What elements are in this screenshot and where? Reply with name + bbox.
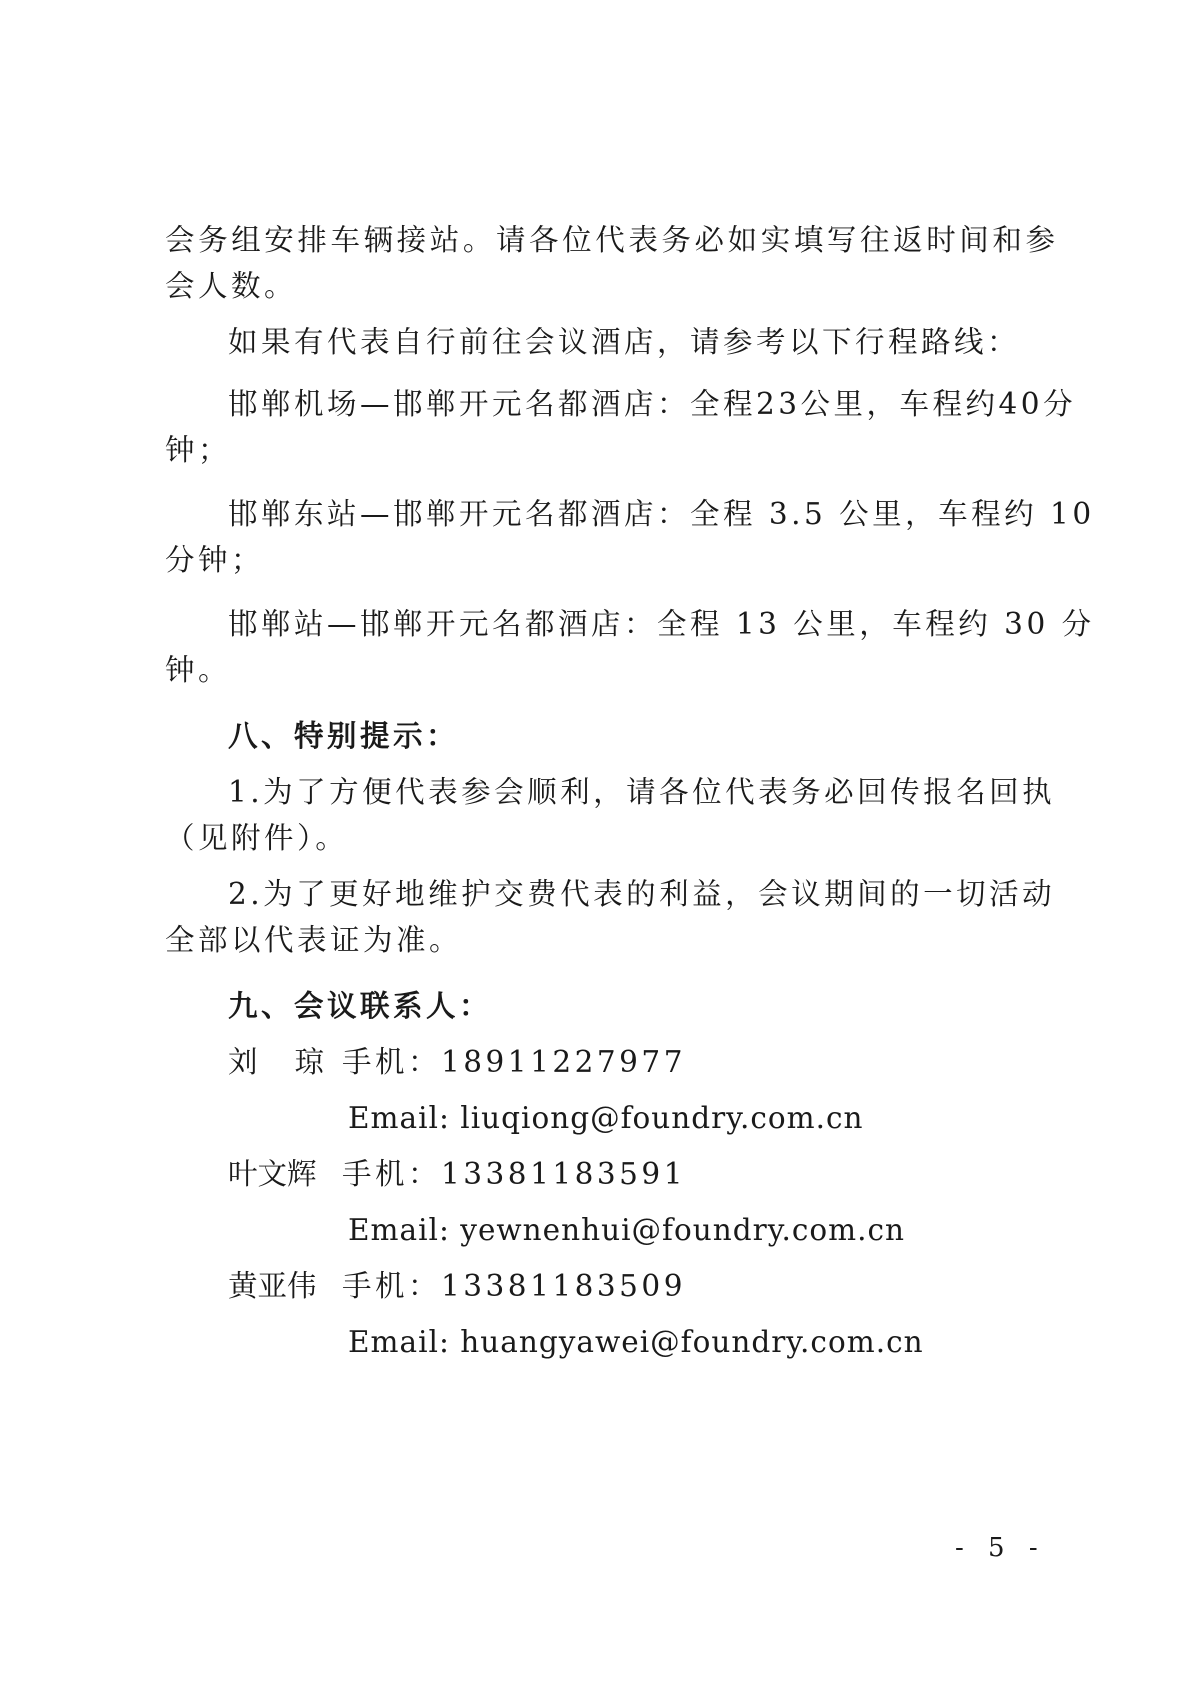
contact-phone: 手机：13381183591	[342, 1157, 686, 1191]
contact-email: Email: huangyawei@foundry.com.cn	[348, 1325, 924, 1359]
contact-phone: 手机：13381183509	[342, 1269, 686, 1303]
route-east-station-line1: 邯郸东站—邯郸开元名都酒店：全程 3.5 公里，车程约 10	[228, 497, 1095, 531]
notice-item-2-line1: 2.为了更好地维护交费代表的利益，会议期间的一切活动	[228, 877, 1056, 911]
route-airport-line1: 邯郸机场—邯郸开元名都酒店：全程23公里，车程约40分	[228, 387, 1077, 421]
route-station-line2: 钟。	[165, 653, 232, 687]
contact-name: 刘琼	[228, 1045, 324, 1079]
contact-phone-row	[228, 1266, 686, 1306]
section-heading-contacts: 九、会议联系人：	[228, 989, 493, 1023]
page-number: - 5 -	[955, 1533, 1046, 1563]
contact-email: Email: liuqiong@foundry.com.cn	[348, 1101, 864, 1135]
paragraph-pickup-line1: 会务组安排车辆接站。请各位代表务必如实填写往返时间和参	[165, 223, 1055, 257]
section-heading-special-notes: 八、特别提示：	[228, 719, 460, 753]
route-east-station-line2: 分钟；	[165, 543, 265, 577]
contact-phone: 手机：18911227977	[342, 1045, 686, 1079]
contact-phone-row	[228, 1042, 686, 1082]
paragraph-self-travel: 如果有代表自行前往会议酒店，请参考以下行程路线：	[228, 325, 1021, 359]
paragraph-pickup-line2: 会人数。	[165, 269, 298, 303]
contact-phone-row	[228, 1154, 686, 1194]
contact-name: 叶文辉	[228, 1157, 317, 1191]
notice-item-1-line1: 1.为了方便代表参会顺利，请各位代表务必回传报名回执	[228, 775, 1056, 809]
contact-name: 黄亚伟	[228, 1269, 317, 1303]
route-airport-line2: 钟；	[165, 433, 232, 467]
notice-item-2-line2: 全部以代表证为准。	[165, 923, 463, 957]
contact-email: Email: yewnenhui@foundry.com.cn	[348, 1213, 905, 1247]
route-station-line1: 邯郸站—邯郸开元名都酒店：全程 13 公里，车程约 30 分	[228, 607, 1095, 641]
notice-item-1-line2: （见附件）。	[165, 821, 349, 855]
